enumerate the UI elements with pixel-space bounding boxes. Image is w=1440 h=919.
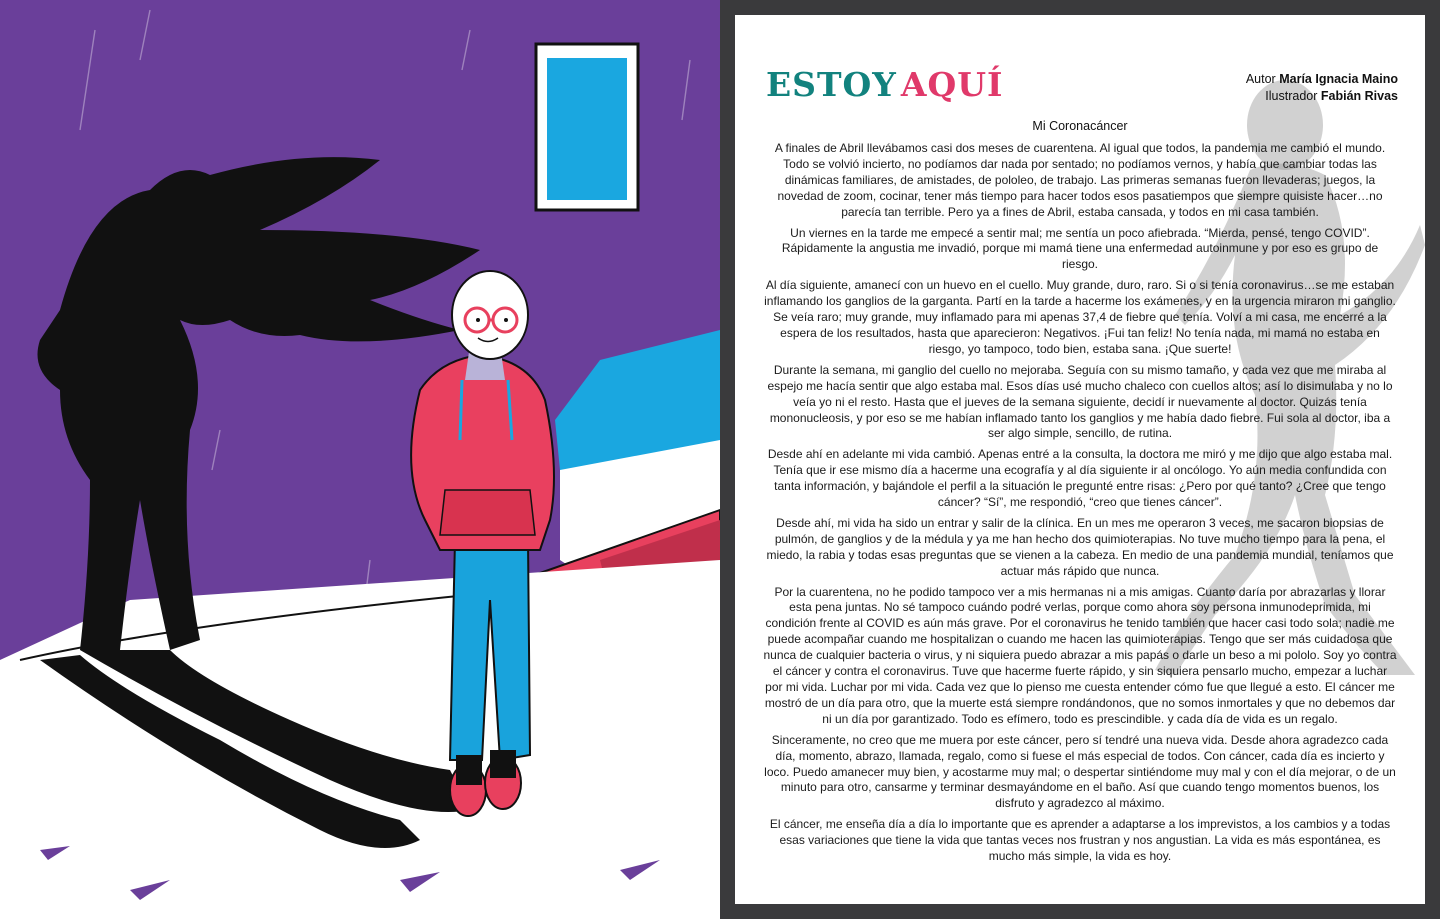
credits: [1246, 71, 1398, 105]
story-paragraph: Desde ahí en adelante mi vida cambió. Apenas entré a la consulta, la doctora me miró y me dijo que algo estaba mal. Tenía que ir ese mismo día a hacerme una ecografía y al día siguiente ir al oncólogo. Yo aún media confundida con tanta información, y bajándole el perfil a la situación le pregunté entre risas: ¿Pero por qué tanto? ¿Cree que tengo cáncer? “Sí”, me respondió, “creo que tienes cáncer”.: [767, 447, 1393, 510]
illustrator-name: Fabián Rivas: [1320, 89, 1398, 103]
story-paragraph: Desde ahí, mi vida ha sido un entrar y salir de la clínica. En un mes me operaron 3 veces, me sacaron biopsias de pulmón, de ganglios y de la médula y ya me han hecho dos quimioterapias. No tuve mucho tiempo para la pena, el miedo, la rabia y todas esas preguntas que se vienen a la cabeza. En medio de una pandemia mundial, teníamos que actuar más rápido que nunca.: [766, 515, 1394, 578]
story-title: Mi Coronacáncer: [1032, 119, 1128, 133]
story-paragraph: Un viernes en la tarde me empecé a sentir mal; me sentía un poco afiebrada. “Mierda, pensé, tengo COVID”. Rápidamente la angustia me invadió, porque mi mamá tiene una enfermedad autoinmune y por eso es grupo de riesgo.: [781, 225, 1379, 272]
story-paragraph: A finales de Abril llevábamos casi dos meses de cuarentena. Al igual que todos, la pandemia me cambió el mundo. Todo se volvió incierto, no podíamos dar nada por sentado; no podíamos vernos, y había que cambiar todas las dinámicas familiares, de amistades, de pololeo, de trabajo. Las primeras semanas fueron llevaderas; juegos, la novedad de zoom, cocinar, tener más tiempo para hacer todos esos pasatiempos que siempre quisiste hacer…no parecía tan terrible. Pero ya a fines de Abril, estaba cansada, y todos en mi casa también.: [774, 141, 1386, 219]
title-word-aqui: AQUÍ: [900, 65, 1004, 104]
title-word-estoy: ESTOY: [766, 65, 897, 104]
story-paragraph: Al día siguiente, amanecí con un huevo en el cuello. Muy grande, duro, raro. Si o si tenía coronavirus…se me estaban inflamando los ganglios de la garganta. Partí en la tarde a hacerme los exámenes, y en la urgencia miraron mi ganglio. Se veía raro; muy grande, muy inflamado para mi apenas 37,4 de fiebre que tenía. Volví a mi casa, me encerré a la espera de los resultados, hasta que aparecieron: Negativos. ¡Fui tan feliz! No tenía nada, mi mamá no estaba en riesgo, yo tampoco, todo bien, estaba sana. ¡Que suerte!: [764, 278, 1396, 356]
author-line: [1246, 71, 1398, 88]
story-paragraph: Durante la semana, mi ganglio del cuello no mejoraba. Seguía con su mismo tamaño, y cada vez que me miraba al espejo me hacía sentir que algo estaba mal. Esos días usé mucho chaleco con cuellos altos; así lo disimulaba y no lo veía yo ni el resto. Hasta que el jueves de la semana siguiente, decidí ir nuevamente al doctor. Quizás tenía mononucleosis, y por eso se me habían inflamado tanto los ganglios y me había dado fiebre. Fui sola al doctor, iba a ser algo simple, sencillo, de rutina.: [767, 362, 1393, 441]
page-title: [766, 65, 1003, 105]
story-body: [763, 141, 1397, 870]
page-frame: [720, 0, 1440, 919]
story-paragraph: Sinceramente, no creo que me muera por este cáncer, pero sí tendré una nueva vida. Desde ahora agradezco cada día, momento, abrazo, llamada, regalo, como si fuese el más especial de todos. Con cáncer, cada día es incierto y loco. Puedo amanecer muy bien, y acostarme muy mal; o despertar sintiéndome muy mal y con el día mejorar, o de un minuto para otro, cansarme y terminar desmayándome en el baño. Así que cuando tengo momentos buenos, los disfruto y agradezco al máximo.: [764, 732, 1396, 811]
illustrator-line: [1246, 88, 1398, 105]
author-name: María Ignacia Maino: [1279, 72, 1398, 86]
author-label: Autor: [1245, 72, 1276, 86]
story-paragraph: El cáncer, me enseña día a día lo importante que es aprender a adaptarse a los imprevistos, a los cambios y a todas esas variaciones que tiene la vida que tantas veces nos frustran y nos angustian. La vida es más espontánea, es mucho más simple, la vida es hoy.: [769, 817, 1391, 864]
illustrator-label: Ilustrador: [1265, 89, 1318, 103]
story-paragraph: Por la cuarentena, no he podido tampoco ver a mis hermanas ni a mis amigas. Cuanto daría por abrazarlas y llorar esta pena juntas. No sé tampoco cuándo podré verlas, porque como ahora soy persona inmunodeprimida, mi condición frente al COVID es aún más grave. Por el coronavirus he tenido también que hacer casi todo sola; nadie me puede acompañar cuando me hospitalizan o cuando me hacen las quimioterapias. Tengo que ser más cuidadosa que nunca de cualquier bacteria o virus, y ni siquiera puedo abrazar a mis papás o darle un beso a mi pololo. Soy yo contra el cáncer y contra el coronavirus. Tuve que hacerme fuerte rápido, y sin siquiera pensarlo mucho, empezar a luchar por mi vida. Luchar por mi vida. Cada vez que lo pienso me cuesta entender cómo fue que llegué a esto. El cáncer me mostró de un día para otro, que la muerte está siempre rondándonos, que no somos inmortales y que no debemos dar ni un día por garantizado. Todo es efímero, todo es prescindible. y cada día de vida es un regalo.: [763, 584, 1397, 726]
text-page: [735, 15, 1425, 904]
